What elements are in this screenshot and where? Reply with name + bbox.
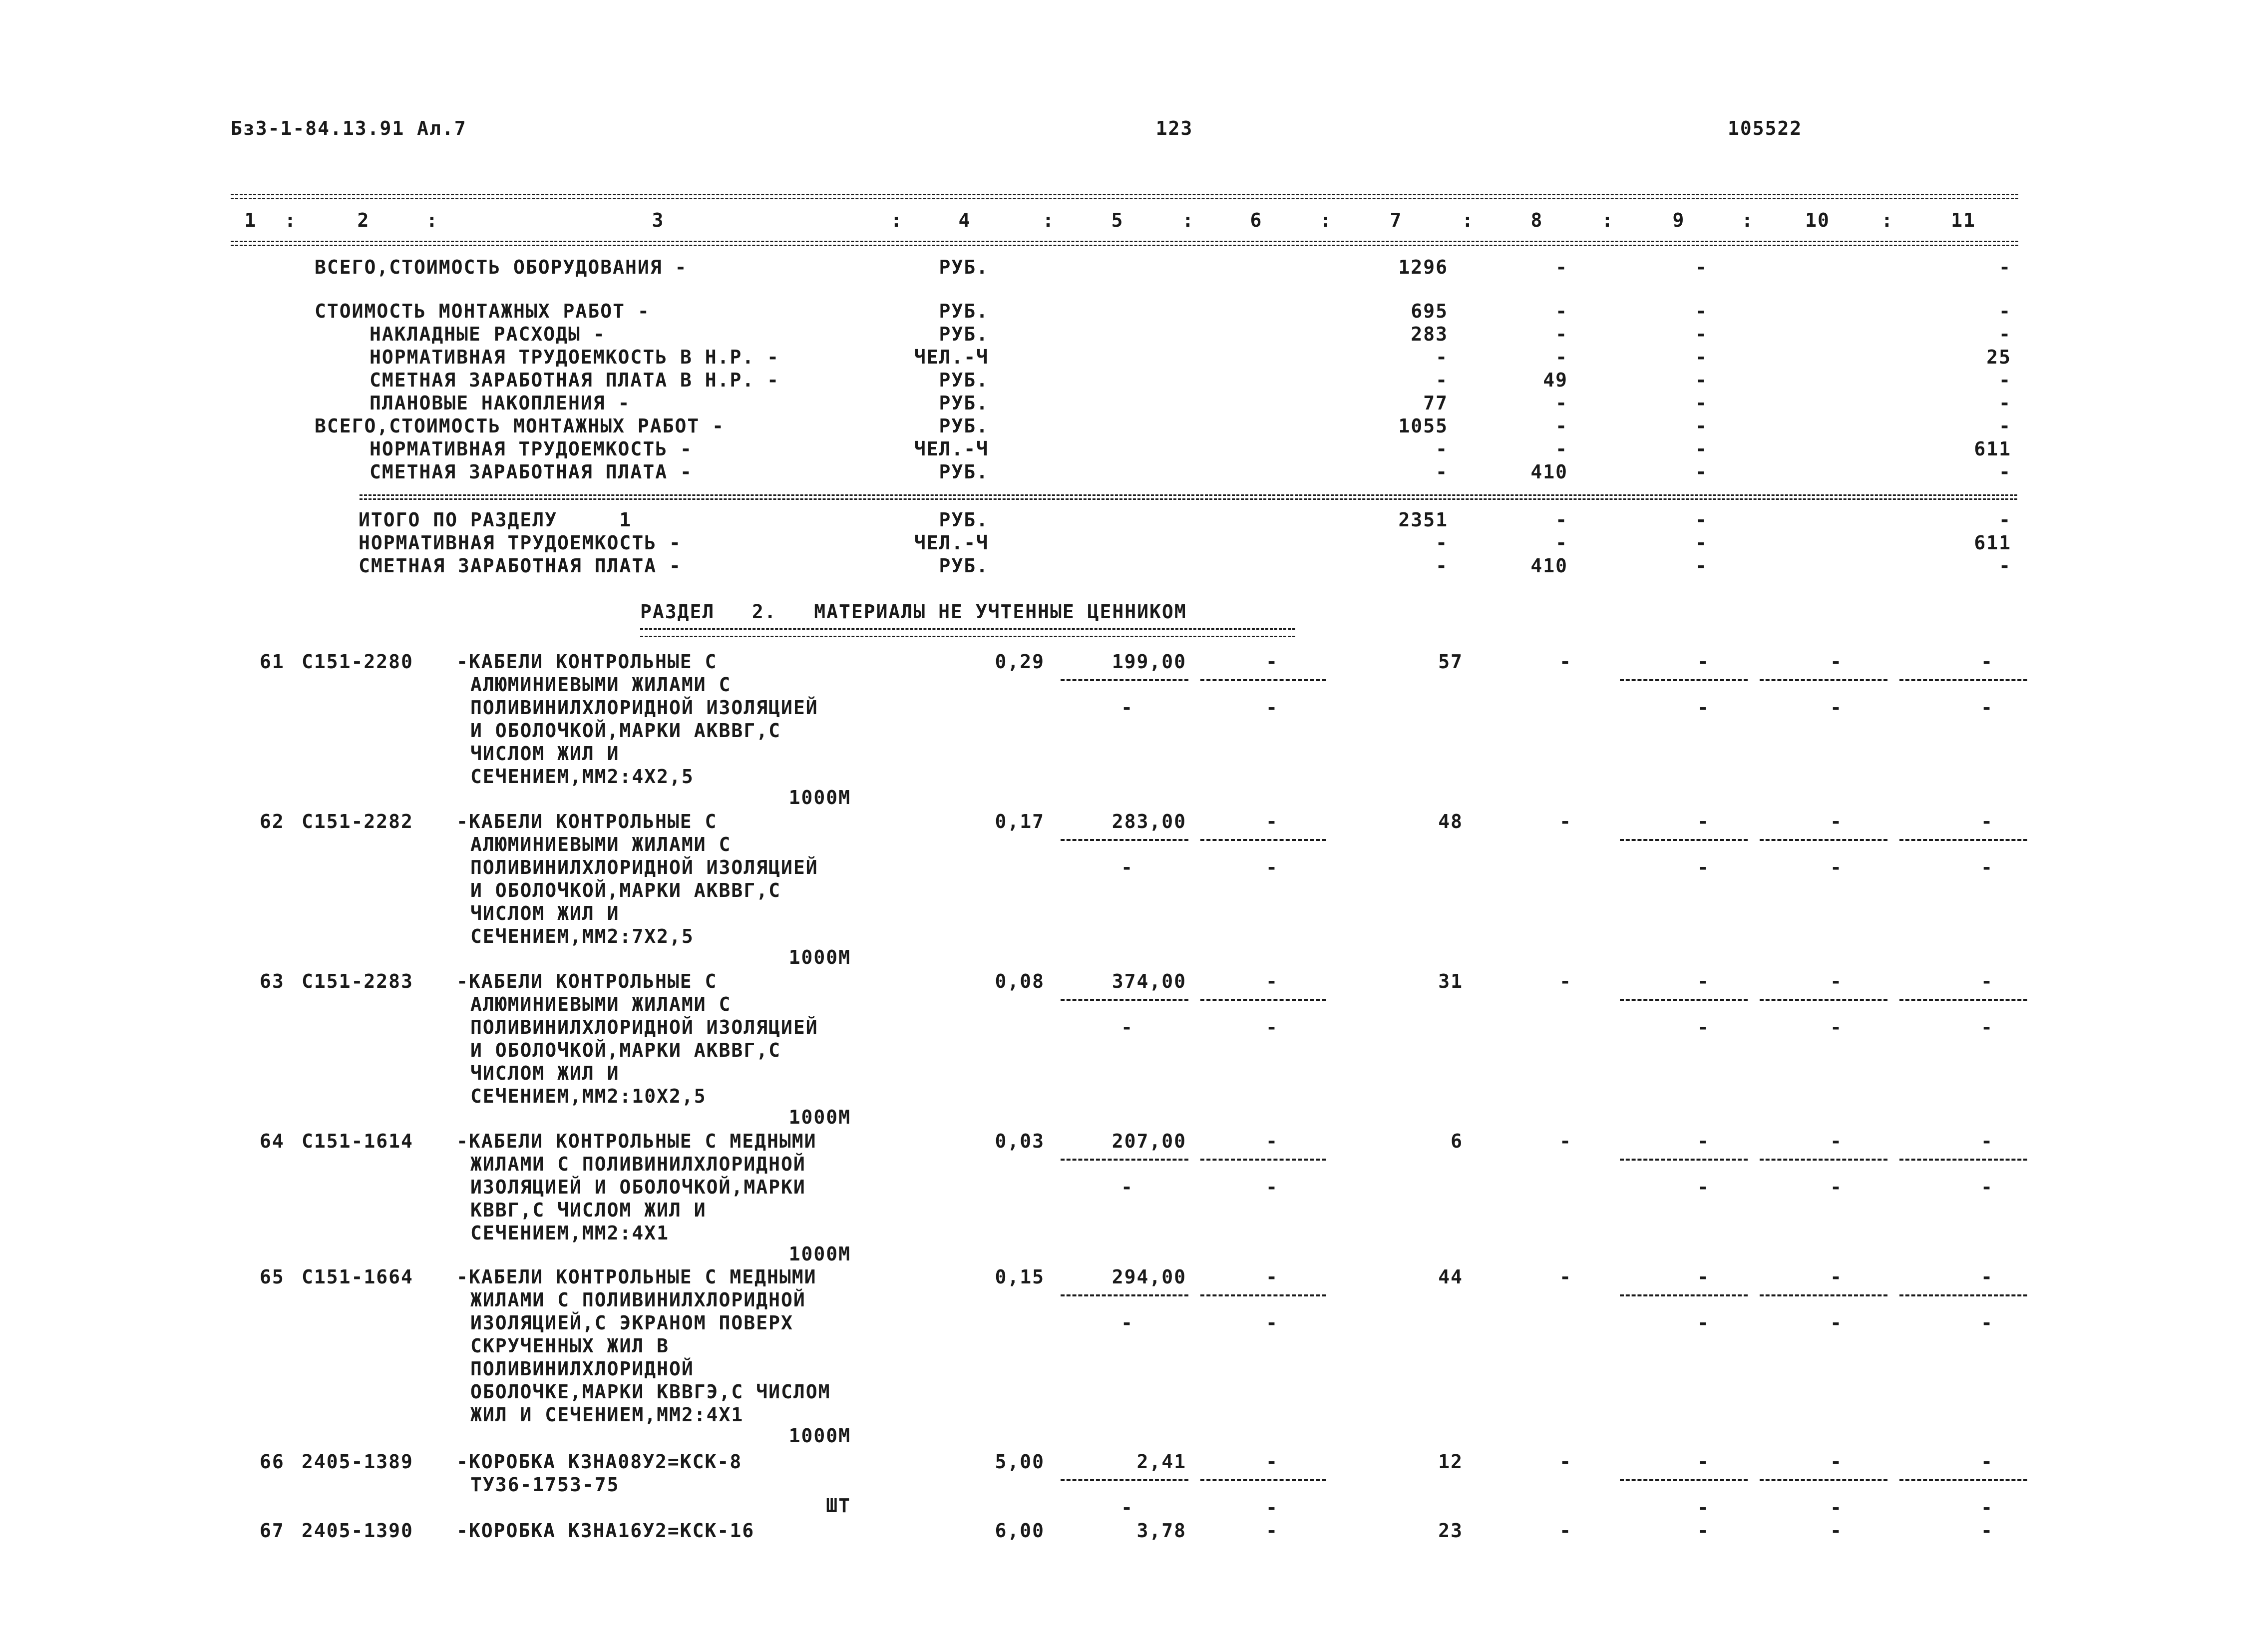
item-col9: - <box>1697 970 1710 992</box>
subtotal-rule <box>1760 999 1887 1001</box>
item-sub-col6: - <box>1266 1176 1278 1198</box>
summary-col11: - <box>1999 369 2011 391</box>
summary-label: НОРМАТИВНАЯ ТРУДОЕМКОСТЬ В Н.Р. - <box>370 346 779 368</box>
item-description-line: -КАБЕЛИ КОНТРОЛЬНЫЕ С МЕДНЫМИ <box>456 1130 817 1152</box>
summary-col11: - <box>1999 415 2011 437</box>
item-description-line: ЖИЛ И СЕЧЕНИЕМ,ММ2:4Х1 <box>470 1404 744 1426</box>
summary-col11: 25 <box>1986 346 2011 368</box>
item-total: 23 <box>1438 1520 1463 1542</box>
item-number: 61 <box>260 651 285 673</box>
item-description-line: -КОРОБКА КЗНА16У2=КСК-16 <box>456 1520 755 1542</box>
item-col6: - <box>1266 1520 1278 1542</box>
col-header-8: 8 <box>1530 209 1543 231</box>
subtotal-rule <box>1200 679 1326 681</box>
item-description-line: СЕЧЕНИЕМ,ММ2:4Х2,5 <box>470 766 694 788</box>
item-col11: - <box>1981 811 1993 832</box>
item-col11: - <box>1981 651 1993 673</box>
page-number: 123 <box>1155 117 1193 139</box>
col-header-2: 2 <box>357 209 370 231</box>
item-sub-col11: - <box>1981 1176 1993 1198</box>
item-col6: - <box>1266 1451 1278 1473</box>
item-description-line: ПОЛИВИНИЛХЛОРИДНОЙ <box>470 1358 694 1380</box>
item-number: 64 <box>260 1130 285 1152</box>
item-number: 67 <box>260 1520 285 1542</box>
item-description-line: ЖИЛАМИ С ПОЛИВИНИЛХЛОРИДНОЙ <box>470 1153 806 1175</box>
subtotal-rule <box>1899 1479 2027 1481</box>
item-code: 2405-1390 <box>302 1520 413 1542</box>
col-header-3: 3 <box>652 209 665 231</box>
summary-col11: - <box>1999 300 2011 322</box>
summary-col9: - <box>1695 461 1708 483</box>
item-col10: - <box>1830 1451 1843 1473</box>
item-description-line: -КАБЕЛИ КОНТРОЛЬНЫЕ С <box>456 970 718 992</box>
summary-label: СМЕТНАЯ ЗАРАБОТНАЯ ПЛАТА В Н.Р. - <box>370 369 779 391</box>
summary-unit: РУБ. <box>939 300 989 322</box>
summary-col11: - <box>1999 323 2011 345</box>
item-total: 57 <box>1438 651 1463 673</box>
subtotal-rule <box>1760 679 1887 681</box>
item-sub-col6: - <box>1266 697 1278 719</box>
subtotal-rule <box>1061 839 1188 841</box>
item-col10: - <box>1830 970 1843 992</box>
subtotal-rule <box>1620 679 1748 681</box>
col-sep: : <box>1462 209 1475 231</box>
item-unit-price: 294,00 <box>1112 1266 1186 1288</box>
item-unit: 1000М <box>788 1243 851 1265</box>
item-unit-price: 3,78 <box>1136 1520 1186 1542</box>
item-col10: - <box>1830 1520 1843 1542</box>
item-description-line: ЧИСЛОМ ЖИЛ И <box>470 902 620 924</box>
summary-unit: РУБ. <box>939 392 989 414</box>
subtotal-rule <box>1899 999 2027 1001</box>
item-description-line: АЛЮМИНИЕВЫМИ ЖИЛАМИ С <box>470 674 732 696</box>
totals-col7: 2351 <box>1398 509 1448 531</box>
summary-col7: 77 <box>1423 392 1448 414</box>
summary-col8: - <box>1555 415 1568 437</box>
item-sub-col5: - <box>1121 1497 1133 1519</box>
col-sep: : <box>426 209 439 231</box>
col-header-5: 5 <box>1111 209 1124 231</box>
item-sub-col5: - <box>1121 856 1133 878</box>
item-col9: - <box>1697 1130 1710 1152</box>
item-description-line: СЕЧЕНИЕМ,ММ2:10Х2,5 <box>470 1085 707 1107</box>
summary-col9: - <box>1695 438 1708 460</box>
subtotal-rule <box>1200 1479 1326 1481</box>
summary-col9: - <box>1695 256 1708 278</box>
summary-col9: - <box>1695 300 1708 322</box>
item-description-line: ПОЛИВИНИЛХЛОРИДНОЙ ИЗОЛЯЦИЕЙ <box>470 1016 818 1038</box>
item-description-line: ПОЛИВИНИЛХЛОРИДНОЙ ИЗОЛЯЦИЕЙ <box>470 697 818 719</box>
item-col6: - <box>1266 811 1278 832</box>
subtotal-rule <box>1760 839 1887 841</box>
item-total: 31 <box>1438 970 1463 992</box>
subtotal-rule <box>1620 1159 1748 1161</box>
totals-label: ИТОГО ПО РАЗДЕЛУ 1 <box>359 509 632 531</box>
item-total: 6 <box>1451 1130 1463 1152</box>
item-sub-col6: - <box>1266 1497 1278 1519</box>
summary-col11: - <box>1999 392 2011 414</box>
item-sub-col9: - <box>1697 697 1710 719</box>
item-col11: - <box>1981 1451 1993 1473</box>
item-quantity: 0,08 <box>995 970 1045 992</box>
subtotal-rule <box>1760 1479 1887 1481</box>
subtotal-rule <box>1620 1294 1748 1296</box>
item-unit: 1000М <box>788 946 851 968</box>
subtotal-rule <box>1061 1294 1188 1296</box>
totals-col7: - <box>1436 555 1448 577</box>
item-sub-col10: - <box>1830 856 1843 878</box>
section-title-underline <box>640 628 1295 637</box>
subtotal-rule <box>1061 1159 1188 1161</box>
subtotal-rule <box>1760 1294 1887 1296</box>
item-number: 62 <box>260 811 285 832</box>
subtotal-rule <box>1620 1479 1748 1481</box>
summary-col7: 695 <box>1411 300 1448 322</box>
item-sub-col10: - <box>1830 1497 1843 1519</box>
item-sub-col6: - <box>1266 856 1278 878</box>
col-sep: : <box>1881 209 1894 231</box>
summary-col8: 49 <box>1543 369 1568 391</box>
item-sub-col9: - <box>1697 856 1710 878</box>
item-sub-col5: - <box>1121 1016 1133 1038</box>
summary-label: ВСЕГО,СТОИМОСТЬ МОНТАЖНЫХ РАБОТ - <box>315 415 725 437</box>
col-sep: : <box>284 209 297 231</box>
item-sub-col9: - <box>1697 1497 1710 1519</box>
item-col8: - <box>1559 1520 1572 1542</box>
summary-unit: РУБ. <box>939 369 989 391</box>
item-sub-col11: - <box>1981 697 1993 719</box>
item-sub-col11: - <box>1981 856 1993 878</box>
item-sub-col5: - <box>1121 697 1133 719</box>
item-col9: - <box>1697 1520 1710 1542</box>
summary-unit: ЧЕЛ.-Ч <box>914 438 989 460</box>
item-description-line: И ОБОЛОЧКОЙ,МАРКИ АКВВГ,С <box>470 879 781 901</box>
col-header-11: 11 <box>1951 209 1976 231</box>
totals-col11: - <box>1999 509 2011 531</box>
item-description-line: -КАБЕЛИ КОНТРОЛЬНЫЕ С МЕДНЫМИ <box>456 1266 817 1288</box>
subtotal-rule <box>1061 1479 1188 1481</box>
section-title: РАЗДЕЛ 2. МАТЕРИАЛЫ НЕ УЧТЕННЫЕ ЦЕННИКОМ <box>640 601 1187 623</box>
col-header-7: 7 <box>1390 209 1403 231</box>
col-sep: : <box>1182 209 1195 231</box>
item-sub-col5: - <box>1121 1176 1133 1198</box>
totals-label: СМЕТНАЯ ЗАРАБОТНАЯ ПЛАТА - <box>359 555 682 577</box>
item-col11: - <box>1981 970 1993 992</box>
document-code: Бз3-1-84.13.91 Ал.7 <box>231 117 467 139</box>
item-description-line: ЖИЛАМИ С ПОЛИВИНИЛХЛОРИДНОЙ <box>470 1289 806 1311</box>
totals-col11: - <box>1999 555 2011 577</box>
subtotal-rule <box>1200 1294 1326 1296</box>
item-col6: - <box>1266 970 1278 992</box>
subtotal-rule <box>1061 679 1188 681</box>
item-description-line: АЛЮМИНИЕВЫМИ ЖИЛАМИ С <box>470 833 732 855</box>
subtotal-rule <box>1200 839 1326 841</box>
item-code: С151-1614 <box>302 1130 413 1152</box>
item-col11: - <box>1981 1520 1993 1542</box>
item-col6: - <box>1266 1266 1278 1288</box>
item-unit-price: 199,00 <box>1112 651 1186 673</box>
item-sub-col9: - <box>1697 1176 1710 1198</box>
item-col11: - <box>1981 1130 1993 1152</box>
summary-col8: - <box>1555 346 1568 368</box>
item-sub-col11: - <box>1981 1497 1993 1519</box>
item-code: С151-2283 <box>302 970 413 992</box>
item-description-line: И ОБОЛОЧКОЙ,МАРКИ АКВВГ,С <box>470 720 781 742</box>
subtotal-rule <box>1061 999 1188 1001</box>
summary-col7: - <box>1436 461 1448 483</box>
document-number: 105522 <box>1728 117 1803 139</box>
item-unit: ШТ <box>826 1495 851 1517</box>
item-sub-col11: - <box>1981 1312 1993 1334</box>
summary-col8: 410 <box>1530 461 1568 483</box>
item-number: 63 <box>260 970 285 992</box>
item-total: 12 <box>1438 1451 1463 1473</box>
item-col10: - <box>1830 811 1843 832</box>
summary-unit: ЧЕЛ.-Ч <box>914 346 989 368</box>
col-sep: : <box>1741 209 1754 231</box>
item-total: 44 <box>1438 1266 1463 1288</box>
item-col8: - <box>1559 651 1572 673</box>
item-description-line: ПОЛИВИНИЛХЛОРИДНОЙ ИЗОЛЯЦИЕЙ <box>470 856 818 878</box>
item-description-line: -КАБЕЛИ КОНТРОЛЬНЫЕ С <box>456 811 718 832</box>
totals-unit: РУБ. <box>939 555 989 577</box>
item-unit: 1000М <box>788 1425 851 1447</box>
item-number: 66 <box>260 1451 285 1473</box>
item-sub-col6: - <box>1266 1312 1278 1334</box>
col-header-6: 6 <box>1250 209 1263 231</box>
item-col8: - <box>1559 1451 1572 1473</box>
summary-label: ВСЕГО,СТОИМОСТЬ ОБОРУДОВАНИЯ - <box>315 256 688 278</box>
item-col9: - <box>1697 651 1710 673</box>
item-description-line: ЧИСЛОМ ЖИЛ И <box>470 1062 620 1084</box>
item-description-line: -КОРОБКА КЗНА08У2=КСК-8 <box>456 1451 743 1473</box>
header-bottom-rule <box>231 241 2018 246</box>
subtotal-rule <box>1899 1159 2027 1161</box>
totals-unit: ЧЕЛ.-Ч <box>914 532 989 554</box>
col-sep: : <box>1601 209 1614 231</box>
subtotal-rule <box>1760 1159 1887 1161</box>
totals-col9: - <box>1695 509 1708 531</box>
item-sub-col10: - <box>1830 697 1843 719</box>
summary-unit: РУБ. <box>939 323 989 345</box>
item-quantity: 0,03 <box>995 1130 1045 1152</box>
col-sep: : <box>1042 209 1055 231</box>
item-unit-price: 374,00 <box>1112 970 1186 992</box>
col-header-9: 9 <box>1672 209 1685 231</box>
subtotal-rule <box>1620 999 1748 1001</box>
item-description-line: И ОБОЛОЧКОЙ,МАРКИ АКВВГ,С <box>470 1039 781 1061</box>
summary-col8: - <box>1555 256 1568 278</box>
summary-unit: РУБ. <box>939 461 989 483</box>
summary-col8: - <box>1555 392 1568 414</box>
item-col11: - <box>1981 1266 1993 1288</box>
summary-col9: - <box>1695 392 1708 414</box>
item-description-line: КВВГ,С ЧИСЛОМ ЖИЛ И <box>470 1199 707 1221</box>
item-col9: - <box>1697 1266 1710 1288</box>
totals-col11: 611 <box>1974 532 2011 554</box>
summary-col9: - <box>1695 323 1708 345</box>
summary-col9: - <box>1695 369 1708 391</box>
item-code: 2405-1389 <box>302 1451 413 1473</box>
table-top-rule <box>231 194 2018 199</box>
summary-col7: 1296 <box>1398 256 1448 278</box>
totals-label: НОРМАТИВНАЯ ТРУДОЕМКОСТЬ - <box>359 532 682 554</box>
item-quantity: 6,00 <box>995 1520 1045 1542</box>
summary-label: СТОИМОСТЬ МОНТАЖНЫХ РАБОТ - <box>315 300 650 322</box>
item-sub-col10: - <box>1830 1312 1843 1334</box>
summary-col11: 611 <box>1974 438 2011 460</box>
subtotal-rule <box>1899 1294 2027 1296</box>
summary-col7: 283 <box>1411 323 1448 345</box>
subtotal-rule <box>1899 839 2027 841</box>
subtotal-rule <box>1620 839 1748 841</box>
subtotal-rule <box>1200 1159 1326 1161</box>
summary-col9: - <box>1695 415 1708 437</box>
item-description-line: ЧИСЛОМ ЖИЛ И <box>470 743 620 765</box>
summary-col11: - <box>1999 461 2011 483</box>
item-col6: - <box>1266 651 1278 673</box>
item-unit-price: 283,00 <box>1112 811 1186 832</box>
totals-col9: - <box>1695 555 1708 577</box>
item-description-line: СЕЧЕНИЕМ,ММ2:7Х2,5 <box>470 925 694 947</box>
totals-col8: - <box>1555 509 1568 531</box>
item-description-line: ИЗОЛЯЦИЕЙ И ОБОЛОЧКОЙ,МАРКИ <box>470 1176 806 1198</box>
summary-col7: - <box>1436 346 1448 368</box>
summary-unit: РУБ. <box>939 415 989 437</box>
item-col9: - <box>1697 1451 1710 1473</box>
summary-label: НАКЛАДНЫЕ РАСХОДЫ - <box>370 323 606 345</box>
col-header-1: 1 <box>244 209 257 231</box>
item-number: 65 <box>260 1266 285 1288</box>
totals-col8: 410 <box>1530 555 1568 577</box>
item-unit-price: 207,00 <box>1112 1130 1186 1152</box>
item-sub-col10: - <box>1830 1016 1843 1038</box>
item-col10: - <box>1830 1130 1843 1152</box>
summary-col8: - <box>1555 300 1568 322</box>
item-col8: - <box>1559 970 1572 992</box>
item-description-line: АЛЮМИНИЕВЫМИ ЖИЛАМИ С <box>470 993 732 1015</box>
summary-col7: 1055 <box>1398 415 1448 437</box>
item-sub-col9: - <box>1697 1016 1710 1038</box>
subtotal-rule <box>1899 679 2027 681</box>
col-sep: : <box>890 209 903 231</box>
subtotal-rule <box>1200 999 1326 1001</box>
item-description-line: СКРУЧЕННЫХ ЖИЛ В <box>470 1335 670 1357</box>
item-col6: - <box>1266 1130 1278 1152</box>
summary-col9: - <box>1695 346 1708 368</box>
summary-unit: РУБ. <box>939 256 989 278</box>
item-code: С151-1664 <box>302 1266 413 1288</box>
item-col8: - <box>1559 811 1572 832</box>
item-quantity: 5,00 <box>995 1451 1045 1473</box>
item-col10: - <box>1830 651 1843 673</box>
item-col10: - <box>1830 1266 1843 1288</box>
totals-col8: - <box>1555 532 1568 554</box>
item-sub-col5: - <box>1121 1312 1133 1334</box>
item-col8: - <box>1559 1130 1572 1152</box>
col-sep: : <box>1320 209 1333 231</box>
item-sub-col6: - <box>1266 1016 1278 1038</box>
summary-col7: - <box>1436 438 1448 460</box>
item-description-line: СЕЧЕНИЕМ,ММ2:4Х1 <box>470 1222 670 1244</box>
summary-label: НОРМАТИВНАЯ ТРУДОЕМКОСТЬ - <box>370 438 693 460</box>
item-description-line: ОБОЛОЧКЕ,МАРКИ КВВГЭ,С ЧИСЛОМ <box>470 1381 831 1403</box>
item-quantity: 0,29 <box>995 651 1045 673</box>
item-col8: - <box>1559 1266 1572 1288</box>
summary-col7: - <box>1436 369 1448 391</box>
summary-col8: - <box>1555 438 1568 460</box>
item-unit: 1000М <box>788 1106 851 1128</box>
item-sub-col10: - <box>1830 1176 1843 1198</box>
item-code: С151-2280 <box>302 651 413 673</box>
totals-unit: РУБ. <box>939 509 989 531</box>
item-description-line: -КАБЕЛИ КОНТРОЛЬНЫЕ С <box>456 651 718 673</box>
item-quantity: 0,17 <box>995 811 1045 832</box>
col-header-4: 4 <box>958 209 971 231</box>
item-code: С151-2282 <box>302 811 413 832</box>
summary-col11: - <box>1999 256 2011 278</box>
item-unit-price: 2,41 <box>1136 1451 1186 1473</box>
item-col9: - <box>1697 811 1710 832</box>
item-quantity: 0,15 <box>995 1266 1045 1288</box>
item-unit: 1000М <box>788 787 851 809</box>
col-header-10: 10 <box>1805 209 1830 231</box>
summary-label: ПЛАНОВЫЕ НАКОПЛЕНИЯ - <box>370 392 631 414</box>
summary-col8: - <box>1555 323 1568 345</box>
item-sub-col9: - <box>1697 1312 1710 1334</box>
summary-label: СМЕТНАЯ ЗАРАБОТНАЯ ПЛАТА - <box>370 461 693 483</box>
totals-col9: - <box>1695 532 1708 554</box>
item-total: 48 <box>1438 811 1463 832</box>
summary-separator-rule <box>360 494 2017 500</box>
totals-col7: - <box>1436 532 1448 554</box>
item-description-line: ТУ36-1753-75 <box>470 1474 620 1496</box>
item-description-line: ИЗОЛЯЦИЕЙ,С ЭКРАНОМ ПОВЕРХ <box>470 1312 793 1334</box>
item-sub-col11: - <box>1981 1016 1993 1038</box>
